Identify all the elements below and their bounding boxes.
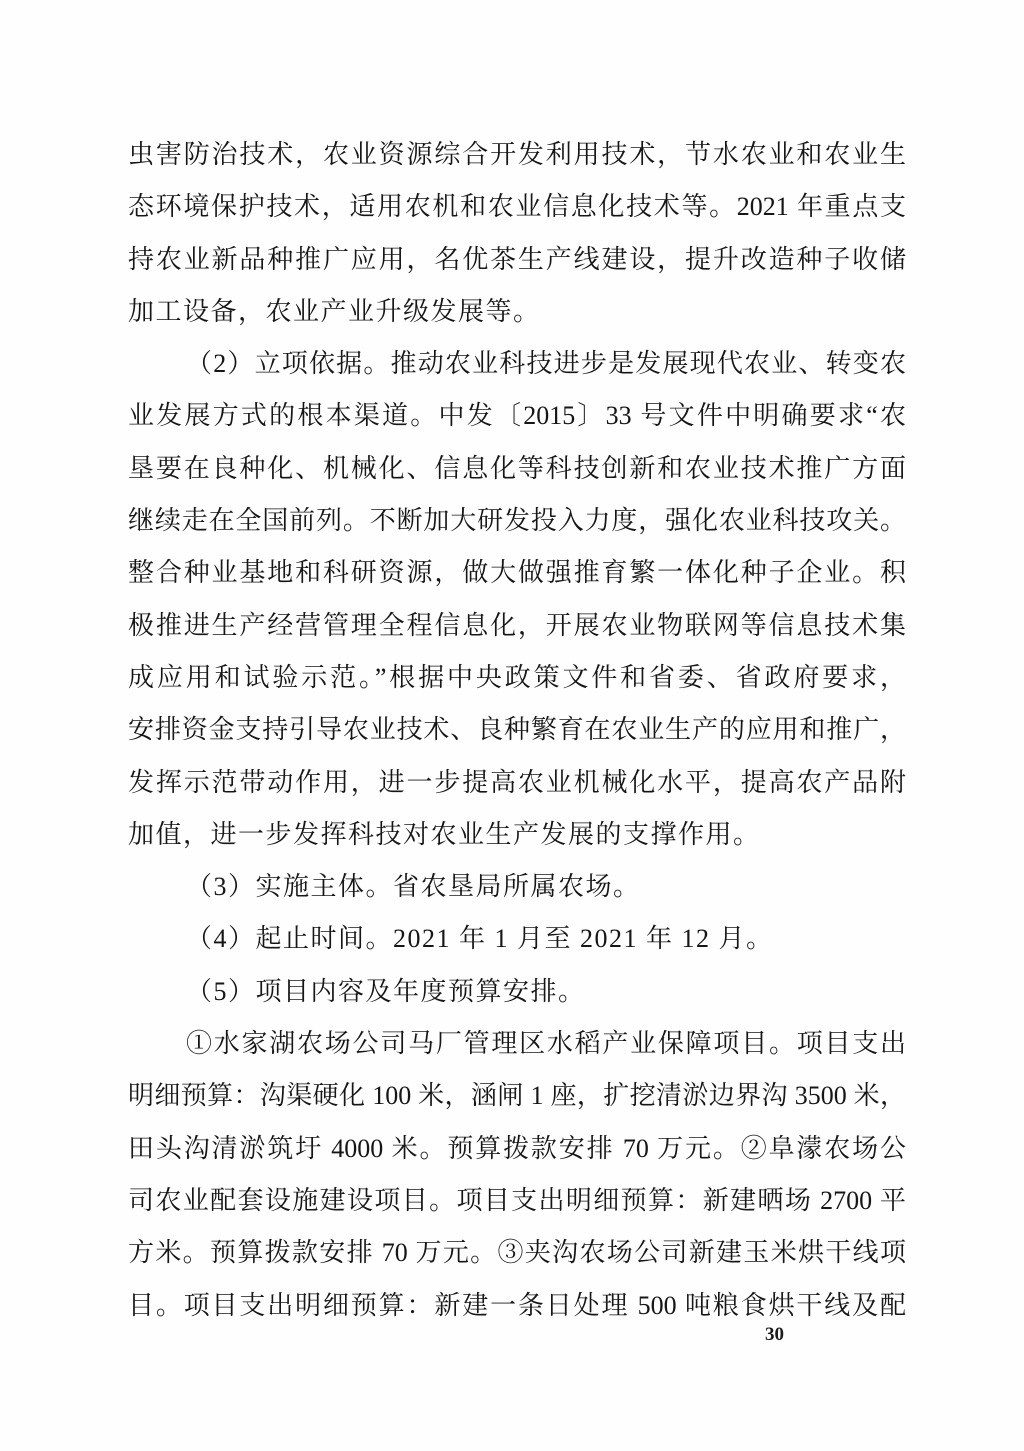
text-line: （2）立项依据。推动农业科技进步是发展现代农业、转变农 (186, 349, 906, 379)
text-line: 态环境保护技术，适用农机和农业信息化技术等。2021 年重点支 (128, 192, 906, 222)
text-line: 虫害防治技术，农业资源综合开发利用技术，节水农业和农业生 (128, 140, 906, 169)
text-line: 目。项目支出明细预算：新建一条日处理 500 吨粮食烘干线及配 (128, 1290, 906, 1320)
text-line: 继续走在全国前列。不断加大研发投入力度，强化农业科技攻关。 (128, 506, 906, 536)
text-line: 明细预算：沟渠硬化 100 米，涵闸 1 座，扩挖清淤边界沟 3500 米， (128, 1081, 906, 1111)
page-number: 30 (765, 1324, 784, 1345)
text-line: 方米。预算拨款安排 70 万元。③夹沟农场公司新建玉米烘干线项 (128, 1238, 906, 1268)
text-line: （3）实施主体。省农垦局所属农场。 (186, 872, 641, 902)
text-line: 业发展方式的根本渠道。中发〔2015〕33 号文件中明确要求“农 (128, 401, 906, 431)
text-line: 整合种业基地和科研资源，做大做强推育繁一体化种子企业。积 (128, 558, 906, 588)
document-text-block (128, 129, 906, 1332)
text-line: 加值，进一步发挥科技对农业生产发展的支撑作用。 (128, 819, 761, 849)
text-line: ①水家湖农场公司马厂管理区水稻产业保障项目。项目支出 (186, 1029, 906, 1059)
text-line: 加工设备，农业产业升级发展等。 (128, 296, 541, 326)
text-line: 极推进生产经营管理全程信息化，开展农业物联网等信息技术集 (128, 610, 906, 640)
text-line: 成应用和试验示范。”根据中央政策文件和省委、省政府要求， (128, 662, 906, 692)
text-line: 安排资金支持引导农业技术、良种繁育在农业生产的应用和推广， (128, 715, 906, 745)
text-line: （4）起止时间。2021 年 1 月至 2021 年 12 月。 (186, 924, 774, 954)
text-line: 持农业新品种推广应用，名优茶生产线建设，提升改造种子收储 (128, 244, 906, 274)
text-line: 田头沟清淤筑圩 4000 米。预算拨款安排 70 万元。②阜濛农场公 (128, 1133, 906, 1163)
text-line: 垦要在良种化、机械化、信息化等科技创新和农业技术推广方面 (128, 453, 906, 483)
text-line: 司农业配套设施建设项目。项目支出明细预算：新建晒场 2700 平 (128, 1185, 906, 1215)
text-line: （5）项目内容及年度预算安排。 (186, 976, 586, 1006)
text-line: 发挥示范带动作用，进一步提高农业机械化水平，提高农产品附 (128, 767, 906, 797)
